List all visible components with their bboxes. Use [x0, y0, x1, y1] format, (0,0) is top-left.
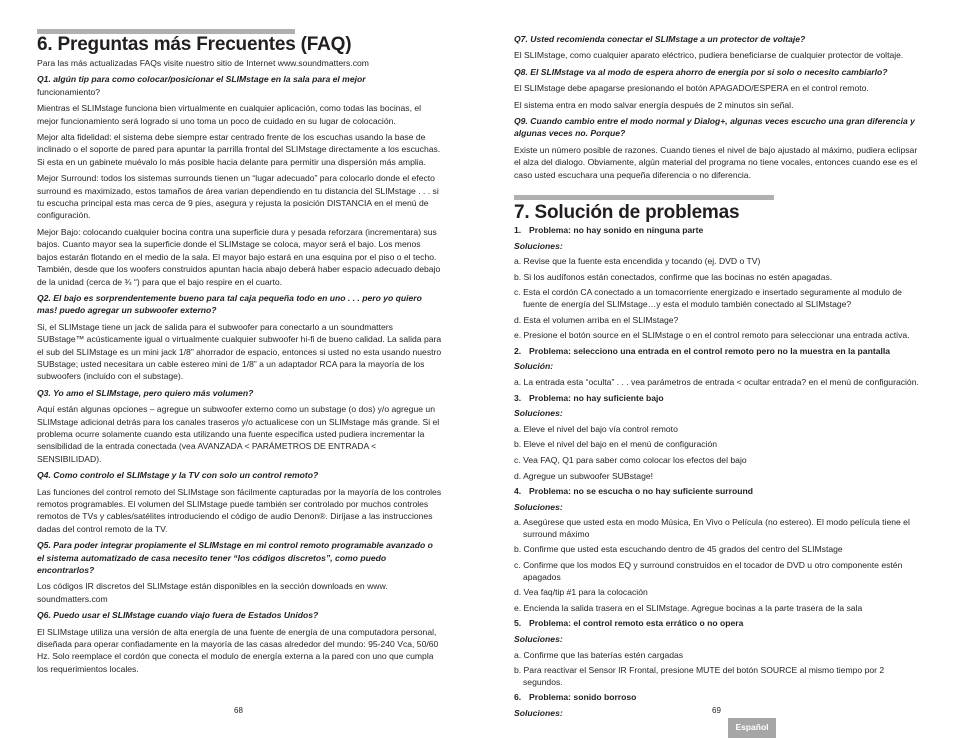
problem-label: Problema: no hay suficiente bajo	[529, 392, 664, 403]
solution-item: a. Asegúrese que usted esta en modo Música, En Vivo o Película (no estereo). El modo película tiene el surround máximo	[514, 517, 910, 539]
solution-item: d. Esta el volumen arriba en el SLIMstage?	[514, 314, 679, 325]
problem-heading	[514, 393, 920, 405]
faq-answer: Los códigos IR discretos del SLIMstage están disponibles en la sección downloads en www. soundmatters.com	[37, 581, 388, 604]
problem-heading	[514, 692, 920, 704]
faq-answer: El SLIMstage debe apagarse presionando el botón APAGADO/ESPERA en el control remoto.	[514, 83, 869, 94]
problem-number: 6.	[514, 692, 522, 703]
solutions-label: Soluciones:	[514, 708, 563, 718]
solution-item: c. Esta el cordón CA conectado a un tomacorriente energizado e insertado seguramente al modulo de fuente de energía del SLIMstage…y esta el modulo también conectado al SLIMstage?	[514, 287, 902, 309]
problem-block	[514, 346, 920, 389]
problem-number: 3.	[514, 392, 522, 403]
faq-question: Q1. algún tip para como colocar/posicionar el SLIMstage en la sala para el mejor	[37, 74, 366, 85]
faq-q1-block	[37, 73, 442, 98]
faq-answer: El SLIMstage utiliza una versión de alta energía de una fuente de energía de una computadora personal, diseñada para operar confiadamente en la mayoría de las casas alrededor del mundo: 95-240 Vca, 50/60 Hz. Solo reemplace el cordón que conecta el modulo de energía externa a la pared con uno que cumpla los requerimientos locales.	[37, 626, 439, 674]
problem-label: Problema: no hay sonido en ninguna parte	[529, 225, 704, 235]
faq-continued	[514, 33, 920, 185]
solutions-label: Soluciones:	[514, 501, 563, 512]
faq-answer: Existe un número posible de razones. Cuando tienes el nivel de bajo ajustado al máximo, pudiera eclipsar el alza del dialogo. Obviamente, algún material del programa no tiene vocales, entonces cuando ese es el caso usted escuchara una pequeña diferencia o no diferencia.	[514, 144, 918, 180]
problem-heading	[514, 225, 920, 237]
solution-item: b. Para reactivar el Sensor IR Frontal, presione MUTE del botón SOURCE al mismo tiempo por 2 segundos.	[514, 665, 885, 687]
faq-question: Q8. El SLIMstage va al modo de espera ahorro de energía por si solo o necesito cambiarlo?	[514, 66, 888, 77]
solution-item: a. La entrada esta “oculta” . . . vea parámetros de entrada < ocultar entrada? en el menú de configuración.	[514, 376, 919, 387]
problem-block	[514, 486, 920, 614]
title-rule	[514, 195, 774, 200]
problem-label: Problema: selecciono una entrada en el control remoto pero no la muestra en la pantalla	[529, 345, 891, 356]
solution-item: c. Confirme que los modos EQ y surround construidos en el tocador de DVD u otro componente estén apagados	[514, 560, 903, 582]
problem-label: Problema: sonido borroso	[529, 692, 637, 703]
faq-answer: Mejor Surround: todos los sistemas surrounds tienen un “lugar adecuado” para colocarlo donde el efecto surround es maximizado, estos tamaños de área varian dependiendo en tu distancia del SLIMstage . . . si tu escucha principal esta mas cerca de 9 pies, asegura y rejusta la posición DISTANCIA en el menú de configuración.	[37, 173, 439, 221]
problem-block	[514, 225, 920, 342]
faq-question: Q4. Como controlo el SLIMstage y la TV con solo un control remoto?	[37, 470, 319, 481]
faq-answer: El SLIMstage, como cualquier aparato eléctrico, pudiera beneficiarse de cualquier protector de voltaje.	[514, 50, 904, 61]
problem-number: 5.	[514, 618, 522, 629]
faq-intro: Para las más actualizadas FAQs visite nuestro sitio de Internet www.soundmatters.com	[37, 58, 369, 68]
problem-label: Problema: no se escucha o no hay suficiente surround	[529, 486, 753, 497]
faq-question: Q9. Cuando cambio entre el modo normal y Dialog+, algunas veces escucho una gran diferencia y algunas veces no. Porque?	[514, 116, 915, 139]
language-tab: Español	[728, 718, 776, 738]
problem-heading	[514, 486, 920, 498]
solution-item: d. Vea faq/tip #1 para la colocación	[514, 587, 648, 598]
faq-answer: Mejor Bajo: colocando cualquier bocina contra una superficie dura y pesada reforzara (incrementara) sus bajos. Cuanto mayor sea la superficie donde el SLIMstage se coloca, mayor será el bajo. Los menos bajos estarán flotando en el medio de la sala. El mayor bajo estará en una esquina por el piso o el techo. También, desde que los woofers construidos apuntan hacia abajo deberá haber espacio adecuado debajo de la unidad (cerca de ¾ “) para que el bajo respire en el cuarto.	[37, 226, 441, 287]
solution-item: b. Eleve el nivel del bajo en el menú de configuración	[514, 439, 718, 450]
faq-question: Q2. El bajo es sorprendentemente bueno para tal caja pequeña todo en uno . . . pero yo quiero mas! puedo agregar un subwoofer externo?	[37, 292, 422, 316]
solution-item: b. Confirme que usted esta escuchando dentro de 45 grados del centro del SLIMstage	[514, 544, 843, 555]
faq-question-tail: funcionamiento?	[37, 86, 101, 97]
solution-item: a. Confirme que las baterías estén cargadas	[514, 649, 684, 660]
problem-number: 1.	[514, 225, 522, 235]
faq-body	[37, 57, 442, 679]
faq-question: Q5. Para poder integrar propiamente el SLIMstage en mi control remoto programable avanzado o el sistema automatizado de casa necesito tener “los códigos discretos”, como puedo encontrarlos?	[37, 540, 433, 576]
solution-item: e. Encienda la salida trasera en el SLIMstage. Agregue bocinas a la parte trasera de la sala	[514, 602, 863, 613]
troubleshooting-title: 7. Solución de problemas	[514, 202, 740, 223]
page-number-right: 69	[712, 706, 721, 715]
faq-question: Q3. Yo amo el SLIMstage, pero quiero más volumen?	[37, 387, 254, 398]
solutions-label: Solución:	[514, 361, 554, 372]
faq-answer: Mientras el SLIMstage funciona bien virtualmente en cualquier aplicación, como todas las bocinas, el mejor funcionamiento será logrado si uno toma un poco de cuidado en su lugar de colocación.	[37, 103, 422, 126]
page-number-left: 68	[234, 706, 243, 715]
problem-number: 2.	[514, 345, 522, 356]
solution-item: e. Presione el botón source en el SLIMstage o en el control remoto para seleccionar una entrada activa.	[514, 330, 910, 341]
solution-item: a. Revise que la fuente esta encendida y tocando (ej. DVD o TV)	[514, 256, 761, 267]
faq-question: Q7. Usted recomienda conectar el SLIMstage a un protector de voltaje?	[514, 34, 806, 44]
faq-title: 6. Preguntas más Frecuentes (FAQ)	[37, 34, 352, 55]
problem-heading	[514, 346, 920, 358]
faq-answer: El sistema entra en modo salvar energía después de 2 minutos sin señal.	[514, 99, 794, 110]
solutions-label: Soluciones:	[514, 634, 563, 645]
solution-item: d. Agregue un subwoofer SUBstage!	[514, 470, 654, 481]
problem-block	[514, 618, 920, 688]
problem-label: Problema: el control remoto esta errático o no opera	[529, 618, 744, 629]
faq-answer: Si, el SLIMstage tiene un jack de salida para el subwoofer para conectarlo a un soundmatters SUBstage™ acústicamente igual o virtualmente cualquier subwoofer hi-fi de bueno calidad. La salida para el sub del SLIMstage es un mini jack 1/8” ahorrador de espacio, entonces si usted no esta usando nuestro SUBstage; usted necesitara un cable estereo mini de 1/8” a un adaptador RCA para la mayoría de los subwoofers (incluido con el substage).	[37, 321, 442, 382]
faq-question: Q6. Puedo usar el SLIMstage cuando viajo fuera de Estados Unidos?	[37, 610, 319, 621]
faq-answer: Mejor alta fidelidad: el sistema debe siempre estar centrado frente de los escuchas usando la base de inclinado o el soporte de pared para apuntar la parrilla frontal del SLIMstage directamente a los escuchas. Si esta en un gabinete muévalo lo más posible hacia delante para permitir una dispersión más amplia.	[37, 132, 441, 167]
faq-answer: Aquí están algunas opciones – agregue un subwoofer externo como un substage (o dos) y/o agregue un SLIMstage adicional detrás para los canales traseros y/o actualicese con un SLIMstage más grande. Si el problema ocurre solamente cuando esta utilizando una fuente especifica usted pudiera incrementar la sensibilidad de la entrada conectada (vea AVANZADA < PARÁMETROS DE ENTRADA < SENSIBILIDAD).	[37, 404, 440, 464]
solutions-label: Soluciones:	[514, 240, 563, 251]
solution-item: a. Eleve el nivel del bajo vía control remoto	[514, 423, 678, 434]
problem-number: 4.	[514, 486, 522, 497]
solutions-label: Soluciones:	[514, 408, 563, 419]
solution-item: c. Vea FAQ, Q1 para saber como colocar los efectos del bajo	[514, 454, 747, 465]
problem-block	[514, 393, 920, 483]
problem-heading	[514, 618, 920, 630]
faq-answer: Las funciones del control remoto del SLIMstage son fácilmente capturadas por la mayoría de los controles remotos programables. El volumen del SLIMstage puede también ser controlado por muchos controles remotos de TVs y cables/satélites introduciendo el código de audio Denon®. Diríjase a las instrucciones dadas del control remoto de la TV.	[37, 486, 442, 534]
troubleshooting-list	[514, 225, 920, 724]
solution-item: b. Si los audífonos están conectados, confirme que las bocinas no estén apagadas.	[514, 271, 833, 282]
